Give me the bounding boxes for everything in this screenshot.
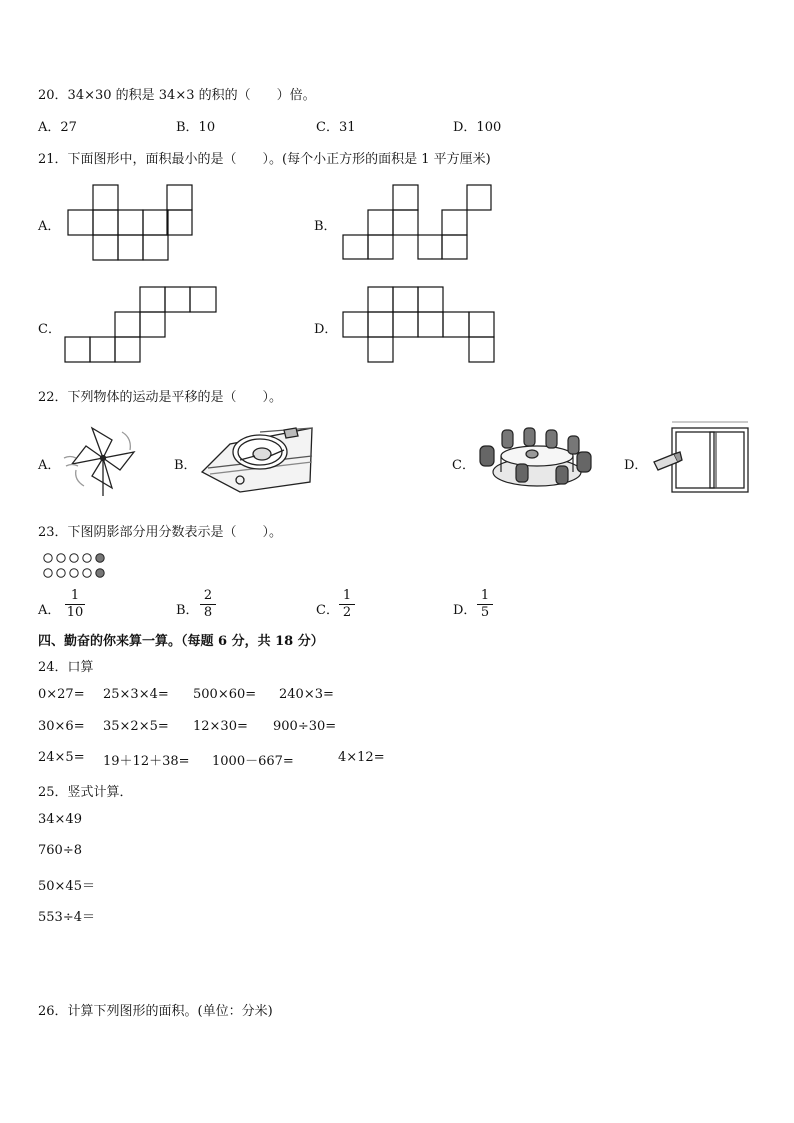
q24-r2-c4: 900÷30= [273, 719, 337, 734]
q22-label-a: A． [38, 458, 61, 473]
q20-option-b: B．10 [176, 120, 216, 135]
q21-label-a: A． [38, 219, 61, 234]
q23-option-a-label: A． [38, 603, 61, 618]
q22-label-d: D． [624, 458, 648, 473]
q21-figure-d [341, 285, 499, 365]
q24-title: 24．口算 [38, 660, 94, 675]
q24-r1-c4: 240×3= [279, 687, 334, 702]
fraction-numerator: 1 [480, 588, 490, 603]
q25-title: 25．竖式计算． [38, 785, 133, 800]
q20-option-a: A．27 [38, 120, 77, 135]
q23-circle-figure [42, 551, 118, 581]
carousel-picture [476, 426, 598, 494]
q24-r2-c1: 30×6= [38, 719, 85, 734]
q21-label-d: D． [314, 322, 338, 337]
q26-stem: 26．计算下列图形的面积。(单位：分米) [38, 1004, 273, 1019]
sliding-window-picture [648, 418, 752, 496]
q23-option-b-label: B． [176, 603, 199, 618]
q20-option-d: D．100 [453, 120, 502, 135]
fraction-numerator: 2 [203, 588, 213, 603]
q23-option-d-fraction [475, 588, 495, 621]
q22-stem: 22．下列物体的运动是平移的是（ ）。 [38, 390, 283, 405]
q24-r3-c2: 19＋12＋38= [103, 754, 190, 769]
q24-r1-c1: 0×27= [38, 687, 85, 702]
q25-item-3: 50×45＝ [38, 879, 95, 894]
q24-r3-c3: 1000－667= [212, 754, 294, 769]
fraction-denominator: 8 [203, 605, 213, 620]
q21-figure-b [341, 183, 493, 261]
q22-label-c: C． [452, 458, 475, 473]
q21-figure-c [62, 285, 220, 365]
q24-r2-c2: 35×2×5= [103, 719, 169, 734]
q23-option-c-label: C． [316, 603, 339, 618]
fraction-denominator: 10 [66, 605, 84, 620]
q20-stem: 20．34×30 的积是 34×3 的积的（ ）倍。 [38, 88, 316, 103]
q24-r3-c4: 4×12= [338, 750, 385, 765]
q24-r2-c3: 12×30= [193, 719, 248, 734]
q21-stem: 21．下面图形中，面积最小的是（ ）。(每个小正方形的面积是 1 平方厘米) [38, 152, 491, 167]
q25-item-2: 760÷8 [38, 843, 82, 858]
q23-option-b-fraction [198, 588, 218, 621]
fraction-denominator: 5 [480, 605, 490, 620]
q24-r1-c2: 25×3×4= [103, 687, 169, 702]
fraction-numerator: 1 [342, 588, 352, 603]
q23-stem: 23．下图阴影部分用分数表示是（ ）。 [38, 525, 283, 540]
steering-wheel-picture [200, 422, 316, 494]
q24-r1-c3: 500×60= [193, 687, 257, 702]
q25-item-4: 553÷4＝ [38, 910, 95, 925]
q21-label-b: B． [314, 219, 337, 234]
fraction-numerator: 1 [70, 588, 80, 603]
fraction-denominator: 2 [342, 605, 352, 620]
q21-figure-a [66, 184, 196, 262]
q23-option-c-fraction [337, 588, 357, 621]
q22-label-b: B． [174, 458, 197, 473]
q25-item-1: 34×49 [38, 812, 82, 827]
q24-r3-c1: 24×5= [38, 750, 85, 765]
pinwheel-picture [62, 420, 142, 498]
section-4-heading: 四、勤奋的你来算一算。（每题 6 分，共 18 分） [38, 634, 324, 649]
q23-option-a-fraction [63, 588, 87, 621]
q20-option-c: C．31 [316, 120, 356, 135]
q23-option-d-label: D． [453, 603, 477, 618]
q21-label-c: C． [38, 322, 61, 337]
